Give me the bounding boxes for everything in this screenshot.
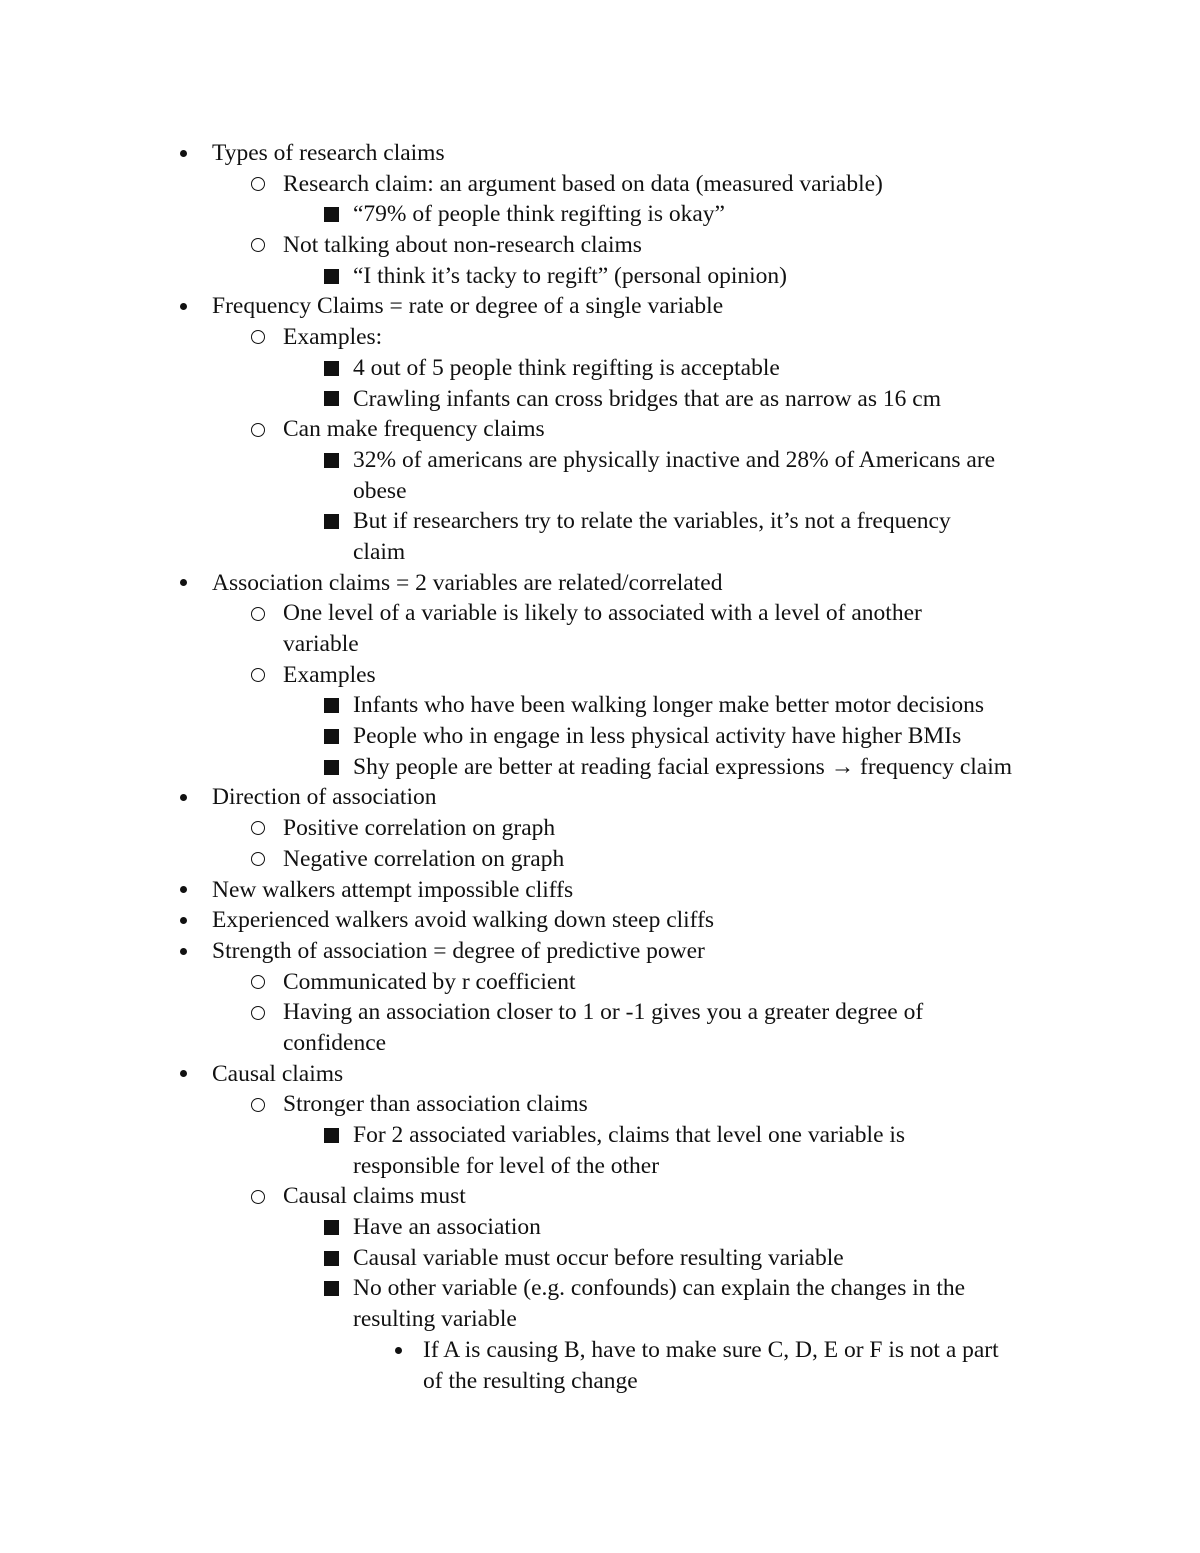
bullet-icon: [174, 1059, 192, 1090]
outline-text: Shy people are better at reading facial expressions → frequency claim: [353, 753, 1013, 780]
outline-text: claim: [353, 538, 406, 565]
square-bullet-icon: [320, 721, 342, 752]
outline-item: [0, 384, 1200, 415]
outline-item-continuation: [0, 629, 1200, 660]
outline-text: Having an association closer to 1 or -1 gives you a greater degree of: [283, 999, 924, 1026]
outline-text: Strength of association = degree of predictive power: [212, 937, 705, 964]
circle-bullet-icon: [247, 660, 269, 691]
outline-text: of the resulting change: [423, 1367, 638, 1394]
outline-text: Experienced walkers avoid walking down steep cliffs: [212, 907, 715, 934]
outline-item: [0, 967, 1200, 998]
outline-text: Association claims = 2 variables are related/correlated: [212, 569, 723, 596]
outline-text: Not talking about non-research claims: [283, 232, 642, 259]
circle-bullet-icon: [247, 1181, 269, 1212]
outline-item: [0, 1335, 1200, 1366]
outline-item: [0, 261, 1200, 292]
circle-bullet-icon: [247, 169, 269, 200]
outline-item: [0, 752, 1200, 783]
bullet-icon: [174, 905, 192, 936]
outline-item: [0, 322, 1200, 353]
outline-text: New walkers attempt impossible cliffs: [212, 876, 574, 903]
outline-item-continuation: [0, 1304, 1200, 1335]
square-bullet-icon: [320, 445, 342, 476]
outline-item: [0, 1212, 1200, 1243]
outline-text: 32% of americans are physically inactive and 28% of Americans are: [353, 446, 996, 473]
square-bullet-icon: [320, 1120, 342, 1151]
outline-text: Frequency Claims = rate or degree of a single variable: [212, 293, 724, 320]
bullet-icon: [174, 568, 192, 599]
bullet-icon: [174, 138, 192, 169]
outline-text: One level of a variable is likely to associated with a level of another: [283, 600, 922, 627]
outline-item: [0, 414, 1200, 445]
outline-item: [0, 1059, 1200, 1090]
outline-text: Causal claims must: [283, 1183, 466, 1210]
outline-item: [0, 1273, 1200, 1304]
outline-text: confidence: [283, 1029, 387, 1056]
circle-bullet-icon: [247, 230, 269, 261]
circle-bullet-icon: [247, 322, 269, 353]
outline-item: [0, 660, 1200, 691]
outline-text: Crawling infants can cross bridges that are as narrow as 16 cm: [353, 385, 941, 412]
outline-text: 4 out of 5 people think regifting is acceptable: [353, 354, 780, 381]
circle-bullet-icon: [247, 967, 269, 998]
outline-text: Causal variable must occur before resulting variable: [353, 1244, 844, 1271]
outline-item: [0, 568, 1200, 599]
square-bullet-icon: [320, 261, 342, 292]
outline-text: responsible for level of the other: [353, 1152, 660, 1179]
outline-text: If A is causing B, have to make sure C, D, E or F is not a part: [423, 1336, 999, 1363]
bullet-icon: [174, 875, 192, 906]
circle-bullet-icon: [247, 1089, 269, 1120]
outline-item: [0, 1089, 1200, 1120]
outline-text: Can make frequency claims: [283, 416, 545, 443]
square-bullet-icon: [320, 353, 342, 384]
outline-text: Examples:: [283, 324, 383, 351]
outline-text: obese: [353, 477, 407, 504]
outline-item: [0, 1120, 1200, 1151]
outline-item: [0, 506, 1200, 537]
square-bullet-icon: [320, 1273, 342, 1304]
outline-item: [0, 230, 1200, 261]
outline-item: [0, 813, 1200, 844]
outline-text: But if researchers try to relate the variables, it’s not a frequency: [353, 508, 951, 535]
outline-item: [0, 199, 1200, 230]
outline-text: “79% of people think regifting is okay”: [353, 201, 725, 228]
outline-text: variable: [283, 631, 359, 657]
circle-bullet-icon: [247, 844, 269, 875]
outline-item-continuation: [0, 476, 1200, 507]
bullet-icon: [389, 1335, 407, 1366]
bullet-icon: [174, 291, 192, 322]
square-bullet-icon: [320, 384, 342, 415]
outline-item-continuation: [0, 537, 1200, 568]
outline-text: Examples: [283, 661, 376, 688]
square-bullet-icon: [320, 1243, 342, 1274]
outline-text: “I think it’s tacky to regift” (personal opinion): [353, 262, 787, 289]
circle-bullet-icon: [247, 997, 269, 1028]
outline-item: [0, 445, 1200, 476]
outline-item: [0, 353, 1200, 384]
outline-item-continuation: [0, 1028, 1200, 1059]
outline-text: Stronger than association claims: [283, 1091, 588, 1118]
outline-item: [0, 138, 1200, 169]
square-bullet-icon: [320, 1212, 342, 1243]
outline-item: [0, 782, 1200, 813]
outline-text: Research claim: an argument based on data (measured variable): [283, 170, 883, 197]
outline-text: Causal claims: [212, 1060, 344, 1087]
outline-item: [0, 936, 1200, 967]
outline-text: No other variable (e.g. confounds) can explain the changes in the: [353, 1275, 966, 1302]
bullet-icon: [174, 782, 192, 813]
outline-item: [0, 1181, 1200, 1212]
square-bullet-icon: [320, 690, 342, 721]
outline-text: Negative correlation on graph: [283, 845, 565, 872]
outline-text: Infants who have been walking longer make better motor decisions: [353, 692, 985, 719]
outline-item: [0, 844, 1200, 875]
outline-text: Positive correlation on graph: [283, 815, 556, 842]
outline-list: [0, 138, 1200, 1396]
outline-text: Have an association: [353, 1214, 541, 1241]
outline-item: [0, 721, 1200, 752]
outline-item-continuation: [0, 1151, 1200, 1182]
circle-bullet-icon: [247, 598, 269, 629]
outline-item: [0, 690, 1200, 721]
outline-text: People who in engage in less physical activity have higher BMIs: [353, 723, 962, 750]
notes-page: [0, 138, 1200, 1396]
outline-item: [0, 875, 1200, 906]
outline-text: Types of research claims: [212, 140, 445, 166]
circle-bullet-icon: [247, 414, 269, 445]
outline-item: [0, 1243, 1200, 1274]
outline-text: Direction of association: [212, 784, 437, 811]
bullet-icon: [174, 936, 192, 967]
square-bullet-icon: [320, 752, 342, 783]
outline-item: [0, 905, 1200, 936]
square-bullet-icon: [320, 199, 342, 230]
outline-item-continuation: [0, 1366, 1200, 1397]
outline-item: [0, 997, 1200, 1028]
square-bullet-icon: [320, 506, 342, 537]
outline-text: For 2 associated variables, claims that level one variable is: [353, 1122, 906, 1148]
outline-text: Communicated by r coefficient: [283, 968, 576, 995]
outline-item: [0, 291, 1200, 322]
circle-bullet-icon: [247, 813, 269, 844]
outline-text: resulting variable: [353, 1306, 517, 1333]
outline-item: [0, 169, 1200, 200]
outline-item: [0, 598, 1200, 629]
